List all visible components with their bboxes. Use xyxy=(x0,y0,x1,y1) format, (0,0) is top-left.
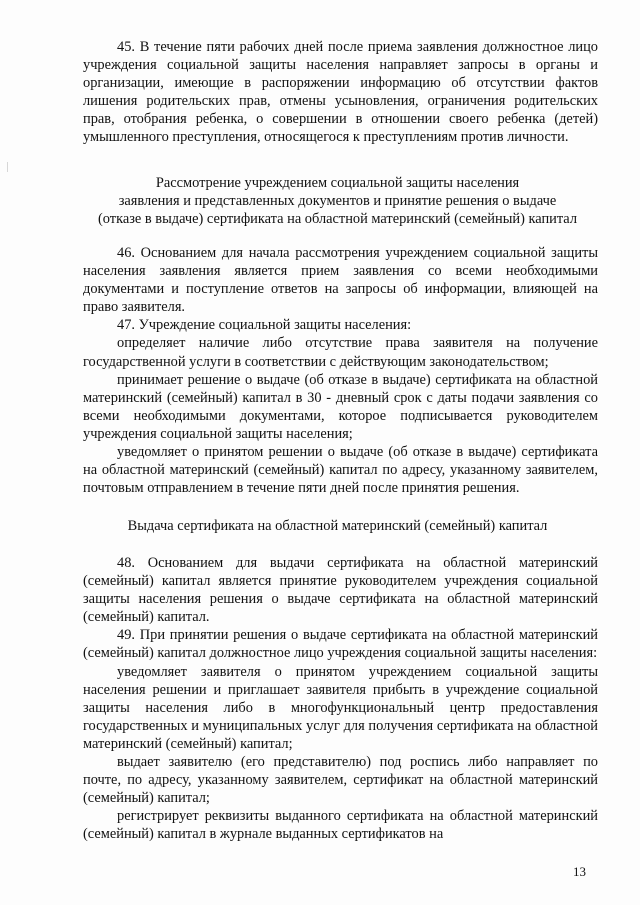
paragraph-49-intro: 49. При принятии решения о выдаче сертификата на областной материнский (семейный) капитал должностное лицо учреждения социальной защиты населения: xyxy=(83,627,598,662)
paragraph-47-item-1: определяет наличие либо отсутствие права заявителя на получение государственной услуги в соответствии с действующим законодательством; xyxy=(83,335,598,370)
heading-review-line-2: заявления и представленных документов и принятие решения о выдаче xyxy=(118,193,557,210)
page-number: 13 xyxy=(573,864,586,879)
heading-review-line-1: Рассмотрение учреждением социальной защиты населения xyxy=(155,175,520,191)
paragraph-47-item-2: принимает решение о выдаче (об отказе в выдаче) сертификата на областной материнский (семейный) капитал в 30 - дневный срок с даты подачи заявления со всеми необходимыми документами, которое подписывается руководителем учреждения социальной защиты населения; xyxy=(83,371,598,442)
heading-issue-line-1: Выдача сертификата на областной материнский (семейный) капитал xyxy=(127,518,548,534)
scan-margin-mark xyxy=(7,162,8,172)
heading-certificate-issue xyxy=(75,517,600,535)
paragraph-49-item-3: регистрирует реквизиты выданного сертификата на областной материнский (семейный) капитал в журнале выданных сертификатов на xyxy=(83,808,598,843)
paragraph-47-intro: 47. Учреждение социальной защиты населения: xyxy=(117,317,412,334)
heading-review-application xyxy=(75,174,600,228)
sections-46-47 xyxy=(83,244,598,497)
paragraph-45: 45. В течение пяти рабочих дней после приема заявления должностное лицо учреждения социальной защиты населения направляет запросы в органы и организации, имеющие в распоряжении информацию об отсутствии фактов лишения родительских прав, отмены усыновления, ограничения родительских прав, отобрания ребенка, о совершении в отношении своего ребенка (детей) умышленного преступления, относящегося к преступлениям против личности. xyxy=(83,39,598,146)
paragraph-47-item-3: уведомляет о принятом решении о выдаче (об отказе в выдаче) сертификата на областной материнский (семейный) капитал по адресу, указанному заявителем, почтовым отправлением в течение пяти дней после принятия решения. xyxy=(83,444,598,497)
sections-48-49 xyxy=(83,554,598,844)
section-45 xyxy=(83,38,598,147)
heading-review-line-3: (отказе в выдаче) сертификата на областной материнский (семейный) капитал xyxy=(97,211,578,228)
paragraph-49-item-1: уведомляет заявителя о принятом учреждением социальной защиты населения решении и приглашает заявителя прибыть в учреждение социальной защиты населения либо в многофункциональный центр предоставления государственных и муниципальных услуг для получения сертификата на областной материнский (семейный) капитал; xyxy=(83,663,598,752)
paragraph-49-item-2: выдает заявителю (его представителю) под роспись либо направляет по почте, по адресу, указанному заявителем, сертификат на областной материнский (семейный) капитал; xyxy=(83,754,598,807)
paragraph-48: 48. Основанием для выдачи сертификата на областной материнский (семейный) капитал является принятие руководителем учреждения социальной защиты населения решения о выдаче сертификата на областной материнский (семейный) капитал. xyxy=(83,555,598,626)
paragraph-46: 46. Основанием для начала рассмотрения учреждением социальной защиты населения заявления является прием заявления со всеми необходимыми документами и поступление ответов на запросы об информации, влияющей на право заявителя. xyxy=(83,245,598,316)
